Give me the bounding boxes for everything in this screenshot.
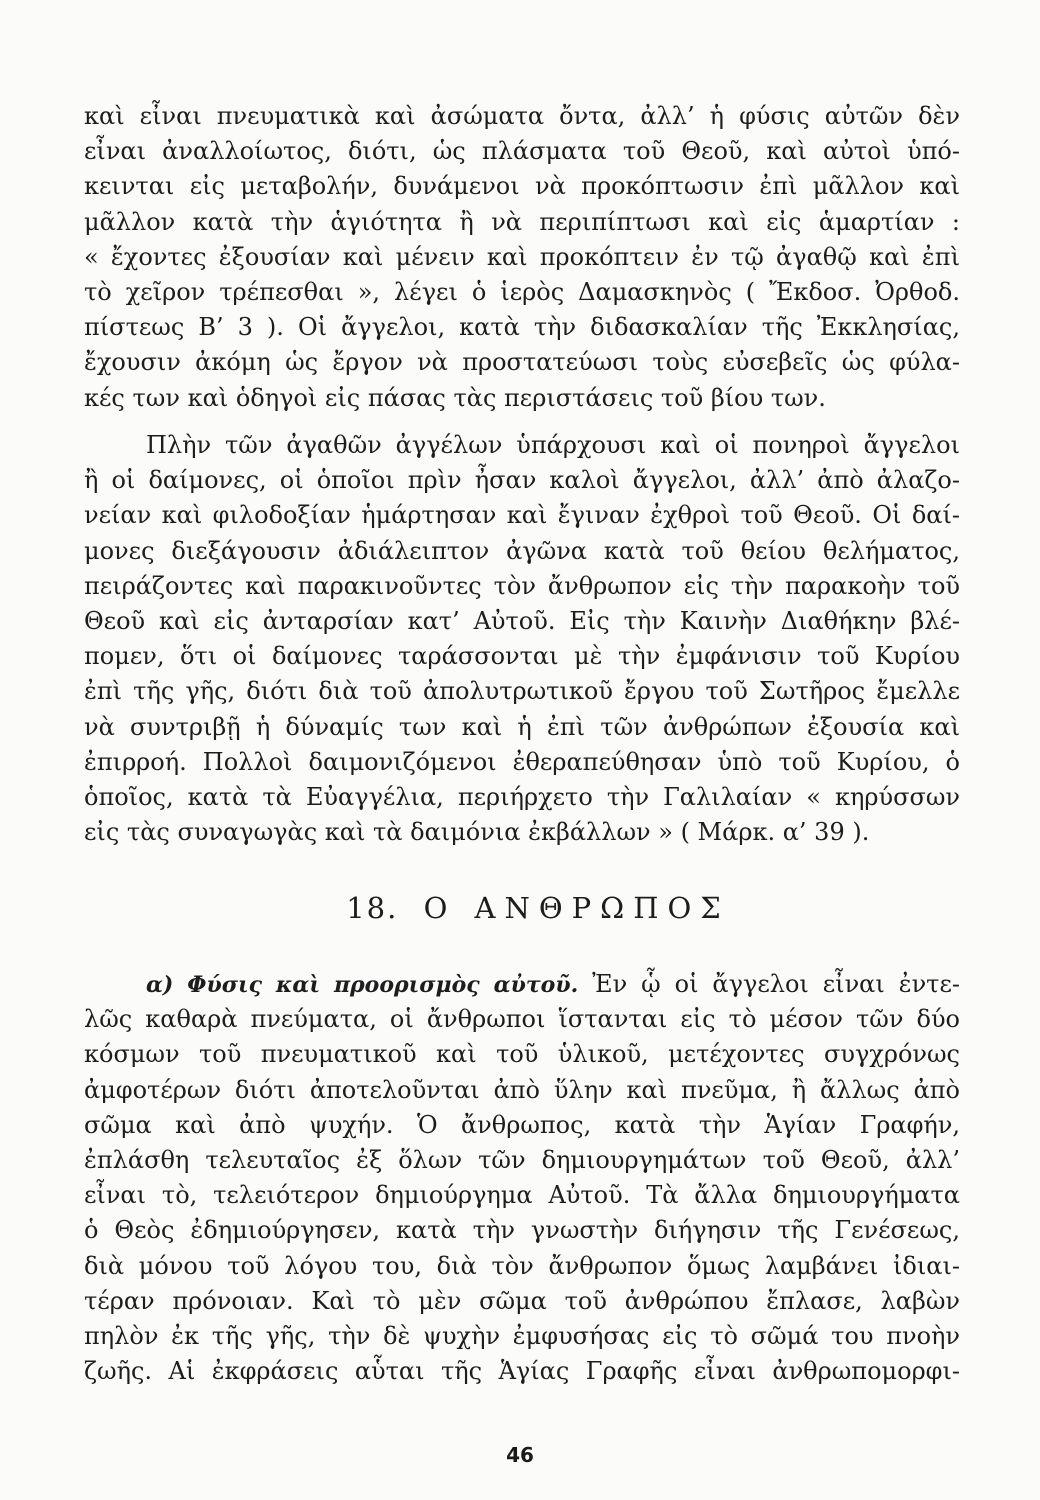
- text-line: ζωῆς. Αἱ ἐκφράσεις αὗται τῆς Ἁγίας Γραφῆς εἶναι ἀνθρωπομορφι-: [84, 1357, 960, 1386]
- text-line: πηλὸν ἐκ τῆς γῆς, τὴν δὲ ψυχὴν ἐμφυσήσας εἰς τὸ σῶμά του πνοὴν: [84, 1321, 960, 1350]
- text-line: πειράζοντες καὶ παρακινοῦντες τὸν ἄνθρωπον εἰς τὴν παρακοὴν τοῦ: [84, 571, 960, 600]
- text-line: κές των καὶ ὁδηγοὶ εἰς πάσας τὰς περιστάσεις τοῦ βίου των.: [84, 383, 826, 412]
- text-line: λῶς καθαρὰ πνεύματα, οἱ ἄνθρωποι ἵστανται εἰς τὸ μέσον τῶν δύο: [84, 1005, 960, 1034]
- text-line: τέραν πρόνοιαν. Καὶ τὸ μὲν σῶμα τοῦ ἀνθρώπου ἔπλασε, λαβὼν: [84, 1286, 960, 1315]
- text-line: νὰ συντριβῇ ἡ δύναμίς των καὶ ἡ ἐπὶ τῶν ἀνθρώπων ἐξουσία καὶ: [84, 712, 960, 741]
- text-line: Θεοῦ καὶ εἰς ἀνταρσίαν κατ’ Αὐτοῦ. Εἰς τὴν Καινὴν Διαθήκην βλέ-: [84, 606, 960, 635]
- text-line: καὶ εἶναι πνευματικὰ καὶ ἀσώματα ὄντα, ἀλλ’ ἡ φύσις αὐτῶν δὲν: [84, 102, 960, 130]
- text-line: νείαν καὶ φιλοδοξίαν ἡμάρτησαν καὶ ἔγιναν ἐχθροὶ τοῦ Θεοῦ. Οἱ δαί-: [84, 501, 960, 530]
- text-line-with-lead: [84, 967, 960, 1002]
- section-number: 18.: [346, 891, 399, 925]
- text-line: ἔχουσιν ἀκόμη ὡς ἔργον νὰ προστατεύωσι τοὺς εὐσεβεῖς ὡς φύλα-: [84, 348, 960, 377]
- text-line: σῶμα καὶ ἀπὸ ψυχήν. Ὁ ἄνθρωπος, κατὰ τὴν Ἁγίαν Γραφήν,: [84, 1110, 960, 1139]
- text-line: ἐπιρροή. Πολλοὶ δαιμονιζόμενοι ἐθεραπεύθησαν ὑπὸ τοῦ Κυρίου, ὁ: [84, 747, 960, 776]
- paragraph-demons: [84, 428, 960, 850]
- text-line: τὸ χεῖρον τρέπεσθαι », λέγει ὁ ἱερὸς Δαμασκηνὸς ( Ἔκδοσ. Ὀρθοδ.: [84, 277, 960, 306]
- text-line: ὁποῖος, κατὰ τὰ Εὐαγγέλια, περιήρχετο τὴν Γαλιλαίαν « κηρύσσων: [84, 782, 960, 811]
- text-line: εἶναι ἀναλλοίωτος, διότι, ὡς πλάσματα τοῦ Θεοῦ, καὶ αὐτοὶ ὑπό-: [84, 137, 960, 166]
- paragraph-man-nature: [84, 967, 960, 1389]
- text-line: « ἔχοντες ἐξουσίαν καὶ μένειν καὶ προκόπτειν ἐν τῷ ἀγαθῷ καὶ ἐπὶ: [84, 242, 960, 271]
- text-line: κεινται εἰς μεταβολήν, δυνάμενοι νὰ προκόπτωσιν ἐπὶ μᾶλλον καὶ: [84, 172, 960, 201]
- page-number: 46: [506, 1443, 534, 1467]
- text-line: πομεν, ὅτι οἱ δαίμονες ταράσσονται μὲ τὴν ἐμφάνισιν τοῦ Κυρίου: [84, 642, 960, 671]
- text-line: ἢ οἱ δαίμονες, οἱ ὁποῖοι πρὶν ἦσαν καλοὶ ἄγγελοι, ἀλλ’ ἀπὸ ἀλαζο-: [84, 466, 960, 495]
- text-line: πίστεως Β’ 3 ). Οἱ ἄγγελοι, κατὰ τὴν διδασκαλίαν τῆς Ἐκκλησίας,: [84, 313, 960, 342]
- paragraph-angels-nature: [84, 99, 960, 416]
- text-line: Πλὴν τῶν ἀγαθῶν ἀγγέλων ὑπάρχουσι καὶ οἱ πονηροὶ ἄγγελοι: [146, 431, 960, 459]
- section-heading: [0, 888, 1040, 928]
- text-line: μονες διεξάγουσιν ἀδιάλειπτον ἀγῶνα κατὰ τοῦ θείου θελήματος,: [84, 536, 960, 565]
- text-line: ἀμφοτέρων διότι ἀποτελοῦνται ἀπὸ ὕλην καὶ πνεῦμα, ἢ ἄλλως ἀπὸ: [84, 1075, 960, 1104]
- text-line: διὰ μόνου τοῦ λόγου του, διὰ τὸν ἄνθρωπον ὅμως λαμβάνει ἰδιαι-: [84, 1251, 960, 1280]
- text-line: ἐπλάσθη τελευταῖος ἐξ ὅλων τῶν δημιουργημάτων τοῦ Θεοῦ, ἀλλ’: [84, 1145, 960, 1174]
- text-line: εἶναι τὸ, τελειότερον δημιούργημα Αὐτοῦ. Τὰ ἄλλα δημιουργήματα: [84, 1181, 960, 1210]
- text-line: εἰς τὰς συναγωγὰς καὶ τὰ δαιμόνια ἐκβάλλων » ( Μάρκ. α’ 39 ).: [84, 818, 870, 847]
- section-title: Ο ΑΝΘΡΩΠΟΣ: [423, 891, 730, 925]
- text-line-rest: Ἐν ᾧ οἱ ἄγγελοι εἶναι ἐντε-: [592, 970, 960, 998]
- text-line: μᾶλλον κατὰ τὴν ἁγιότητα ἢ νὰ περιπίπτωσι καὶ εἰς ἁμαρτίαν :: [84, 207, 960, 236]
- text-line: κόσμων τοῦ πνευματικοῦ καὶ τοῦ ὑλικοῦ, μετέχοντες συγχρόνως: [84, 1040, 960, 1069]
- text-line: ἐπὶ τῆς γῆς, διότι διὰ τοῦ ἀπολυτρωτικοῦ ἔργου τοῦ Σωτῆρος ἔμελλε: [84, 677, 960, 706]
- subsection-lead: α) Φύσις καὶ προορισμὸς αὐτοῦ.: [146, 972, 579, 998]
- text-line: ὁ Θεὸς ἐδημιούργησεν, κατὰ τὴν γνωστὴν διήγησιν τῆς Γενέσεως,: [84, 1216, 960, 1245]
